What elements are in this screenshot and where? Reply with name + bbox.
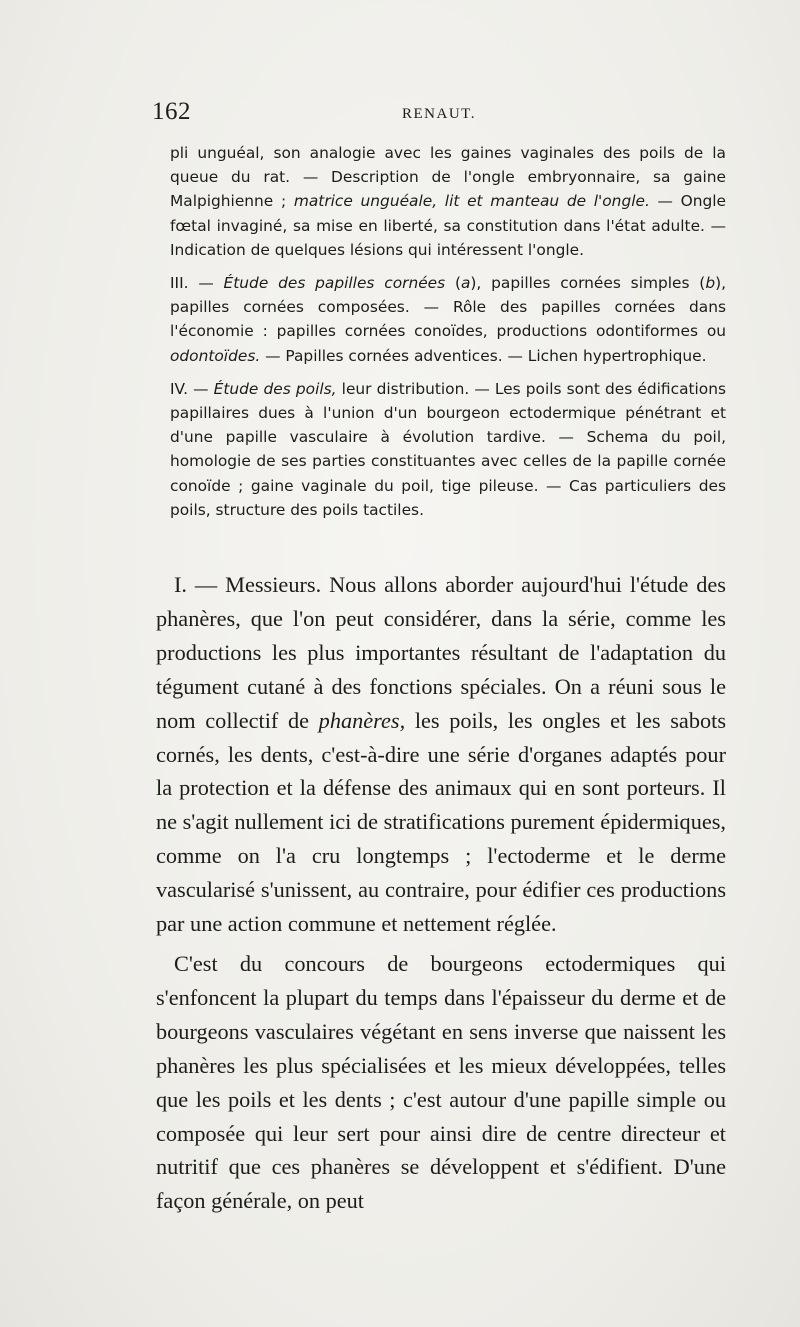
section-4-numeral: IV. — [170,379,214,398]
section-3-text-g: ), papilles cornées composées. — Rôle des papilles cornées dans l'économie : papilles cornées conoïdes, productions odontiformes ou [170,274,726,341]
summary-intro-italic: matrice unguéale, lit et manteau de l'ongle. [293,192,650,211]
section-3-ref-a: a [460,274,471,293]
paragraph-1 [156,568,726,941]
paragraph-1-text-a: I. — Messieurs. Nous allons aborder aujourd'hui l'étude des phanères, que l'on peut considérer, dans la série, comme les productions les plus importantes résultant de l'adaptation du tégument cutané à des fonctions spéciales. On a réuni sous le nom collectif de [156,572,726,733]
summary-intro-text-c: — Ongle fœtal invaginé, sa mise en liberté, sa constitution dans l'état adulte. — Indication de quelques lésions qui intéressent l'ongle. [170,192,727,259]
paragraph-1-italic-phaneres: phanères, [318,707,406,733]
chapter-summary [170,141,726,522]
page-number: 162 [152,98,191,125]
section-3-text-e: ), papilles cornées simples ( [470,274,706,293]
running-head: RENAUT. [402,106,476,122]
section-3-text-i: — Papilles cornées adventices. — Lichen hypertrophique. [260,346,707,365]
section-4-text: leur distribution. — Les poils sont des édifications papillaires dues à l'union d'un bourgeon ectodermique pénétrant et d'une papille vasculaire à évolution tardive. — Schema du poil, homologie de ses parties constituantes avec celles de la papille cornée conoïde ; gaine vaginale du poil, tige pileuse. — Cas particuliers des poils, structure des poils tactiles. [170,379,726,519]
main-text [156,568,726,1218]
page-header [152,98,727,132]
paragraph-2: C'est du concours de bourgeons ectodermiques qui s'enfoncent la plupart du temps dans l'épaisseur du derme et de bourgeons vasculaires végétant en sens inverse que naissent les phanères les plus spécialisées et les mieux développées, telles que les poils et les dents ; c'est autour d'une papille simple ou composée qui leur sert pour ainsi dire de centre directeur et nutritif que ces phanères se développent et s'édifient. D'une façon générale, on peut [156,950,726,1214]
paragraph-1-text-c: les poils, les ongles et les sabots cornés, les dents, c'est-à-dire une série d'organes adaptés pour la protection et la défense des animaux qui en sont porteurs. Il ne s'agit nullement ici de stratifications purement épidermiques, comme on l'a cru longtemps ; l'ectoderme et le derme vascularisé s'unissent, au contraire, pour édifier ces productions par une action commune et nettement réglée. [156,707,726,937]
summary-intro-text-a: pli unguéal, son analogie avec les gaines vaginales des poils de la queue du rat. — Description de l'ongle embryonnaire, sa gaine Malpighienne ; [170,144,726,211]
summary-intro [170,141,726,262]
summary-section-3 [170,271,726,368]
section-3-text-c: ( [445,274,461,293]
section-4-title: Étude des poils, [213,379,337,398]
summary-section-4 [170,377,726,522]
section-3-italic-odontoides: odontoïdes. [170,346,261,365]
section-3-ref-b: b [705,274,716,293]
section-3-title: Étude des papilles cornées [223,274,446,293]
section-3-numeral: III. — [170,274,224,293]
